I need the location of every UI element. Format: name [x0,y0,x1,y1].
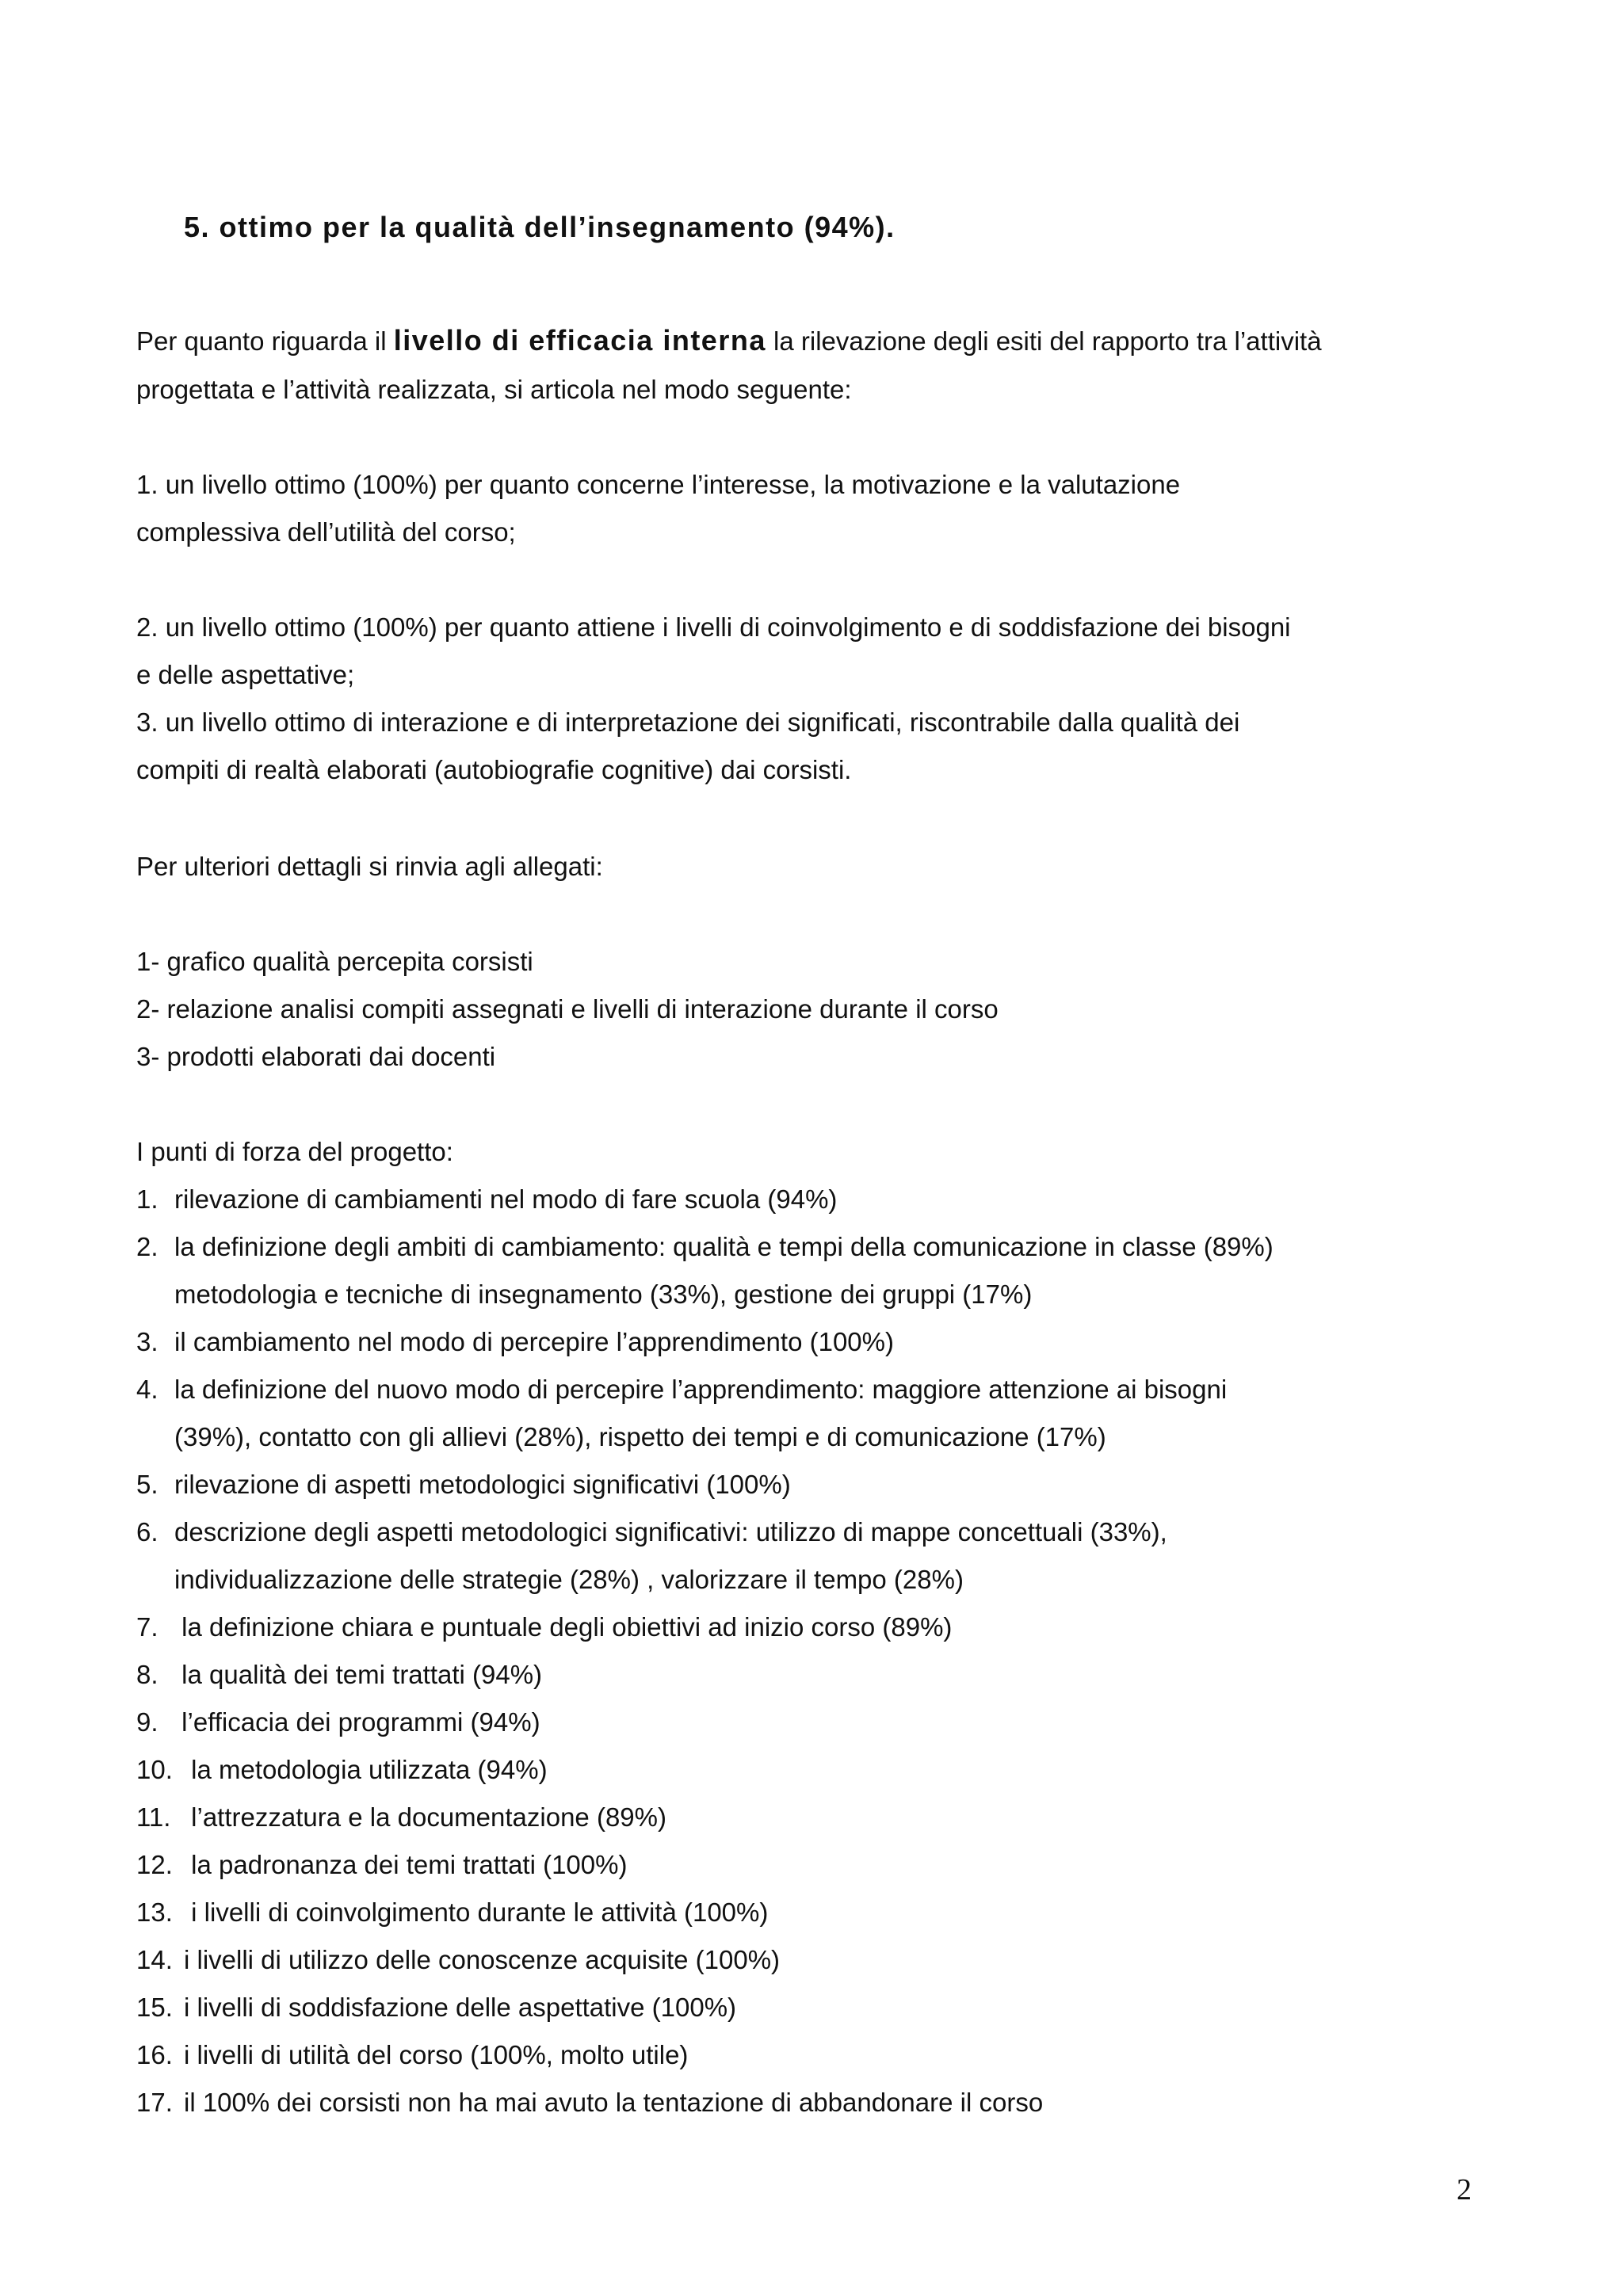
point-1-line-1: 1. un livello ottimo (100%) per quanto concerne l’interesse, la motivazione e la valutazione [136,470,1181,499]
efficacia-pre: Per quanto riguarda il [136,326,394,356]
forza-item-number: 7. [136,1612,158,1642]
forza-item-number: 4. [136,1375,158,1404]
forza-item-text: la definizione chiara e puntuale degli obiettivi ad inizio corso (89%) [174,1612,953,1642]
forza-item-number: 13. [136,1897,173,1927]
forza-item [136,1707,540,1738]
forza-item-text: i livelli di soddisfazione delle aspettative (100%) [184,1993,737,2022]
forza-item-number: 14. [136,1945,173,1974]
forza-item-number: 11. [136,1802,171,1832]
forza-item-text: rilevazione di aspetti metodologici significativi (100%) [174,1470,791,1499]
forza-item-number: 2. [136,1232,158,1261]
point-1-line-2: complessiva dell’utilità del corso; [136,517,516,547]
forza-item [136,1754,548,1786]
forza-item-text: il 100% dei corsisti non ha mai avuto la tentazione di abbandonare il corso [184,2088,1044,2117]
forza-item-number: 9. [136,1707,158,1737]
forza-item-number: 5. [136,1470,158,1499]
forza-item-text: i livelli di utilità del corso (100%, molto utile) [184,2040,689,2069]
forza-item-text: la qualità dei temi trattati (94%) [174,1660,543,1689]
forza-item-text: descrizione degli aspetti metodologici significativi: utilizzo di mappe concettuali (33%), [174,1517,1167,1547]
forza-item-continuation: individualizzazione delle strategie (28%) , valorizzare il tempo (28%) [174,1565,964,1594]
allegato-item: 3- prodotti elaborati dai docenti [136,1042,496,1071]
forza-item [136,1992,736,2023]
point-3-line-2: compiti di realtà elaborati (autobiografie cognitive) dai corsisti. [136,755,852,784]
forza-item-text: i livelli di utilizzo delle conoscenze acquisite (100%) [184,1945,781,1974]
forza-item-text: la definizione degli ambiti di cambiamento: qualità e tempi della comunicazione in classe (89%) [174,1232,1274,1261]
forza-item-number: 6. [136,1517,158,1547]
forza-item-text: il cambiamento nel modo di percepire l’apprendimento (100%) [174,1327,894,1356]
forza-item-text: rilevazione di cambiamenti nel modo di fare scuola (94%) [174,1184,838,1214]
forza-item [136,1802,666,1833]
point-2-line-2: e delle aspettative; [136,660,355,689]
forza-item-continuation: metodologia e tecniche di insegnamento (33%), gestione dei gruppi (17%) [174,1280,1033,1309]
forza-item [136,1184,837,1215]
forza-item [136,1897,768,1928]
point-2-line-1: 2. un livello ottimo (100%) per quanto attiene i livelli di coinvolgimento e di soddisfazione dei bisogni [136,612,1291,642]
forza-item-number: 3. [136,1327,158,1356]
forza-item-continuation: (39%), contatto con gli allievi (28%), rispetto dei tempi e di comunicazione (17%) [174,1422,1106,1451]
forza-item [136,1326,894,1358]
forza-intro: I punti di forza del progetto: [136,1137,453,1166]
forza-item [136,1611,952,1643]
forza-item-number: 16. [136,2040,173,2069]
efficacia-paragraph-line-2: progettata e l’attività realizzata, si articola nel modo seguente: [136,375,852,404]
allegati-intro: Per ulteriori dettagli si rinvia agli allegati: [136,852,603,881]
forza-item [136,1469,791,1501]
efficacia-paragraph-line-1 [136,325,1322,357]
forza-item-number: 8. [136,1660,158,1689]
forza-item [136,2087,1043,2119]
forza-item [136,1659,542,1691]
forza-item-number: 1. [136,1184,158,1214]
point-3-line-1: 3. un livello ottimo di interazione e di interpretazione dei significati, riscontrabile dalla qualità dei [136,707,1240,737]
efficacia-post: la rilevazione degli esiti del rapporto tra l’attività [766,326,1322,356]
forza-item-number: 12. [136,1850,173,1879]
forza-item [136,1516,1167,1548]
forza-item-text: la metodologia utilizzata (94%) [184,1755,548,1784]
forza-item-number: 10. [136,1755,173,1784]
section-heading: 5. ottimo per la qualità dell’insegnamento (94%). [184,211,896,243]
forza-item-text: l’attrezzatura e la documentazione (89%) [184,1802,666,1832]
page-number: 2 [1457,2173,1472,2206]
forza-item [136,1944,780,1976]
forza-item [136,1231,1274,1263]
allegato-item: 1- grafico qualità percepita corsisti [136,947,533,976]
efficacia-emphasis: livello di efficacia interna [393,324,766,357]
forza-item [136,1849,627,1881]
forza-item-text: la padronanza dei temi trattati (100%) [184,1850,628,1879]
forza-item-text: l’efficacia dei programmi (94%) [174,1707,540,1737]
allegato-item: 2- relazione analisi compiti assegnati e livelli di interazione durante il corso [136,994,999,1024]
forza-item-text: la definizione del nuovo modo di percepire l’apprendimento: maggiore attenzione ai bisogni [174,1375,1228,1404]
forza-item-number: 15. [136,1993,173,2022]
forza-item [136,2039,688,2071]
forza-item-number: 17. [136,2088,173,2117]
forza-item [136,1374,1227,1405]
forza-item-text: i livelli di coinvolgimento durante le attività (100%) [184,1897,769,1927]
